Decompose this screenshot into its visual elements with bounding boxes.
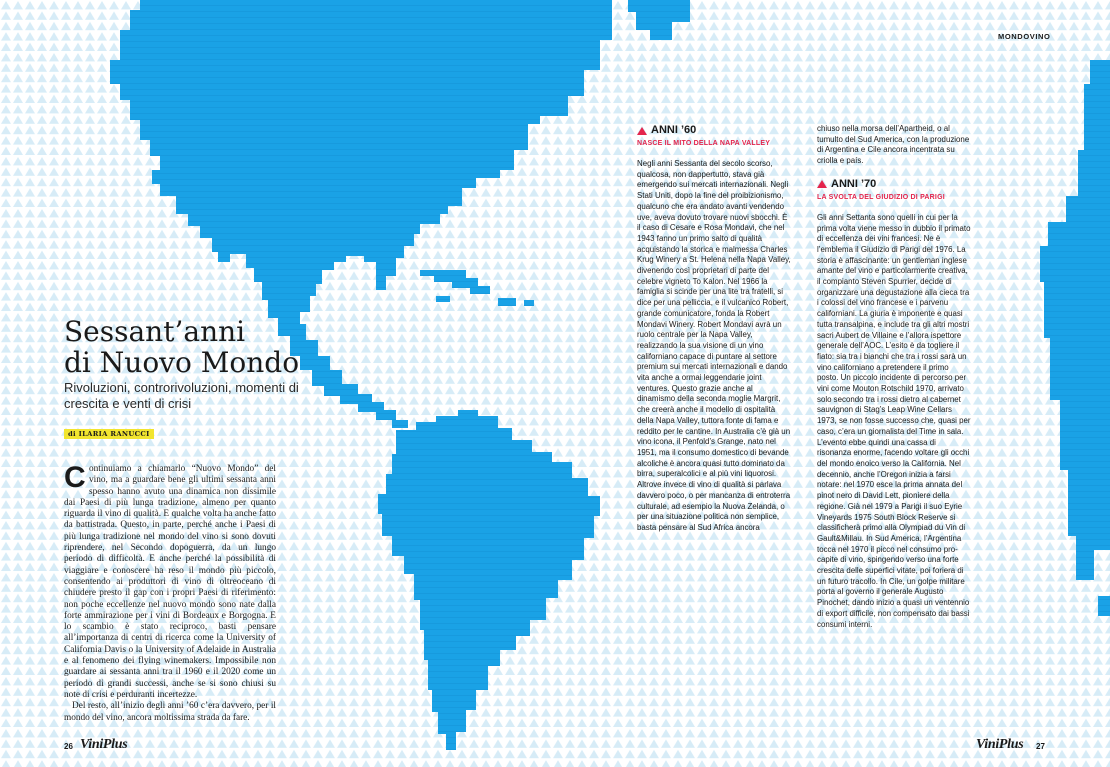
map-island [436,296,450,302]
triangle-icon [637,127,647,135]
intro-paragraph-1 [64,461,276,701]
section-subheading-60: NASCE IL MITO DELLA NAPA VALLEY [637,140,771,147]
article-intro [64,461,276,724]
section-body-60: Negli anni Sessanta del secolo scorso, qualcosa, non dappertutto, stava già emergendo sui mercati internazionali. Negli Stati Uniti, dopo la fine del proibizionismo, qualcuno che era andato avanti vendendo uve, aveva dovuto trovare nuovi sbocchi. È il caso di Cesare e Rosa Mondavi, che nel 1943 fanno un primo salto di qualità acquistando la storica e malmessa Charles Krug Winery a St. Helena nella Napa Valley, divenendo così proprietari di parte del celebre vigneto To Kalon. Nel 1966 la famiglia si scinde per una lite tra fratelli, si dice per una pelliccia, e il vulcanico Robert, grande comunicatore, fonda la Robert Mondavi Winery. Robert Mondavi avrà un ruolo centrale per la Napa Valley, realizzando la sua visione di un vino californiano capace di puntare al settore premium sui mercati internazionali e dando vita anche a ormai leggendarie joint ventures. Questo grazie anche al dinamismo della seconda moglie Margrit, che creerà anche il modello di ospitalità della Napa Valley, tuttora fonte di fama e reddito per le cantine. In Australia c’è già un vino icona, il Penfold’s Grange, nato nel 1951, ma il consumo domestico di bevande alcoliche è ancora quasi tutto dominato da birra, superalcolici e al più vini liquorosi. Altrove invece di vino di qualità si parlava davvero poco, o per mancanza di entroterra culturale, ad esempio la Nuova Zelanda, o per una situazione politica non semplice, basta pensare al Sud Africa ancora [637,159,791,532]
map-island [524,300,534,306]
author-byline: di ILARIA RANUCCI [64,429,154,439]
page-number-right: 27 [1036,742,1045,751]
title-line-1: Sessant’anni [64,315,246,348]
drop-cap: C [64,461,86,494]
triangle-icon [817,180,827,188]
column-anni-60 [637,124,792,534]
section-heading-60-text: ANNI ’60 [651,124,697,136]
article-title [64,316,324,378]
section-label: MONDOVINO [998,32,1051,41]
section-heading-60 [637,124,792,137]
section-heading-70-text: ANNI ’70 [831,177,877,190]
column-anni-70 [817,124,972,630]
map-island [1098,596,1110,616]
section-subheading-70: LA SVOLTA DEL GIUDIZIO DI PARIGI [817,193,945,201]
magazine-logo-left: ViniPlus [80,737,128,752]
intro-paragraph-2: Del resto, all’inizio degli anni ’60 c’era davvero, per il mondo del vino, ancora moltissima strada da fare. [64,701,276,723]
magazine-logo-right: ViniPlus [976,737,1024,752]
map-island [498,298,516,306]
page-number-left: 26 [64,742,73,751]
article-subtitle: Rivoluzioni, controrivoluzioni, momenti di crescita e venti di crisi [64,380,299,411]
title-line-2: di Nuovo Mondo [64,346,300,379]
intro-text-1: ontinuiamo a chiamarlo “Nuovo Mondo” del vino, ma a guardare bene gli ultimi sessanta anni spesso hanno avuto una dinamica non dissimile dai Paesi di più lunga tradizione, almeno per quanto riguarda il vino di qualità. E qualche volta ha anche fatto da battistrada. Questo, in parte, perché anche i Paesi di più lunga tradizione nel mondo del vino si sono dovuti riprendere, nel Secondo dopoguerra, da un lungo periodo di difficoltà. E anche perché la possibilità di viaggiare e conoscere ha reso il mondo più piccolo, consentendo ai produttori di vino di oltreoceano di chiudere presto il gap con i propri Paesi di riferimento: non poche eccellenze nel nuovo mondo sono nate dalla forte ammirazione per i vini di Bordeaux e Borgogna. E lo scambio è stato reciproco, basti pensare all’importanza di centri di ricerca come la University of California Davis o la University of Adelaide in Australia e al fenomeno dei flying winemakers. Impossibile non guardare ai sessanta anni tra il 1960 e il 2020 come un periodo di grandi successi, anche se si sono chiusi su note di crisi e perduranti incertezze. [64,464,276,700]
section-body-60-continued: chiuso nella morsa dell’Apartheid, o al tumulto del Sud America, con la produzione di Argentina e Cile ancora incentrata su criolla e país. [817,124,970,166]
section-body-70: Gli anni Settanta sono quelli in cui per la prima volta viene messo in dubbio il primato di eccellenza dei vini francesi. Ne è l’emblema il Giudizio di Parigi del 1976. La storia è affascinante: un gentleman inglese amante del vino e particolarmente creativa, il compianto Steven Spurrier, decide di organizzare una degustazione alla cieca tra i colossi del vino francese e i parvenu californiani. La giuria è imponente e quasi tutta transalpina, e include tra gli altri mostri sacri Aubert de Villaine e l’allora ispettore generale dell’AOC. L’esito è da togliere il fiato: sia tra i bianchi che tra i rossi sarà un vino californiano a pretendere il primo posto. Un piccolo incidente di percorso per vini come Mouton Rotschild 1970, arrivato solo secondo tra i rossi dietro al cabernet sauvignon di Stag’s Leap Wine Cellars 1973, se non fosse successo che, quasi per caso, c’era un giornalista del Time in sala. L’evento ebbe quindi una cassa di risonanza enorme, facendo voltare gli occhi del mondo enoico verso la California. Nel decennio, anche l’Oregon inizia a farsi notare: nel 1970 esce la prima annata del pinot nero di David Lett, pioniere della regione. Già nel 1979 a Parigi il suo Eyrie Vineyards 1975 South Block Reserve si classificherà primo alla Olympiad du Vin di Gault&Millau. In Sud America, l’Argentina tocca nel 1970 il picco nel consumo pro-capite di vino, spingendo verso una forte crescita delle superfici vitate, poi foriera di un futuro tracollo. In Cile, un golpe militare porta al governo il generale Augusto Pinochet, dando inizio a quasi un ventennio di export difficile, non compensato dai bassi consumi interni. [817,212,971,629]
section-heading-70 [817,178,972,191]
